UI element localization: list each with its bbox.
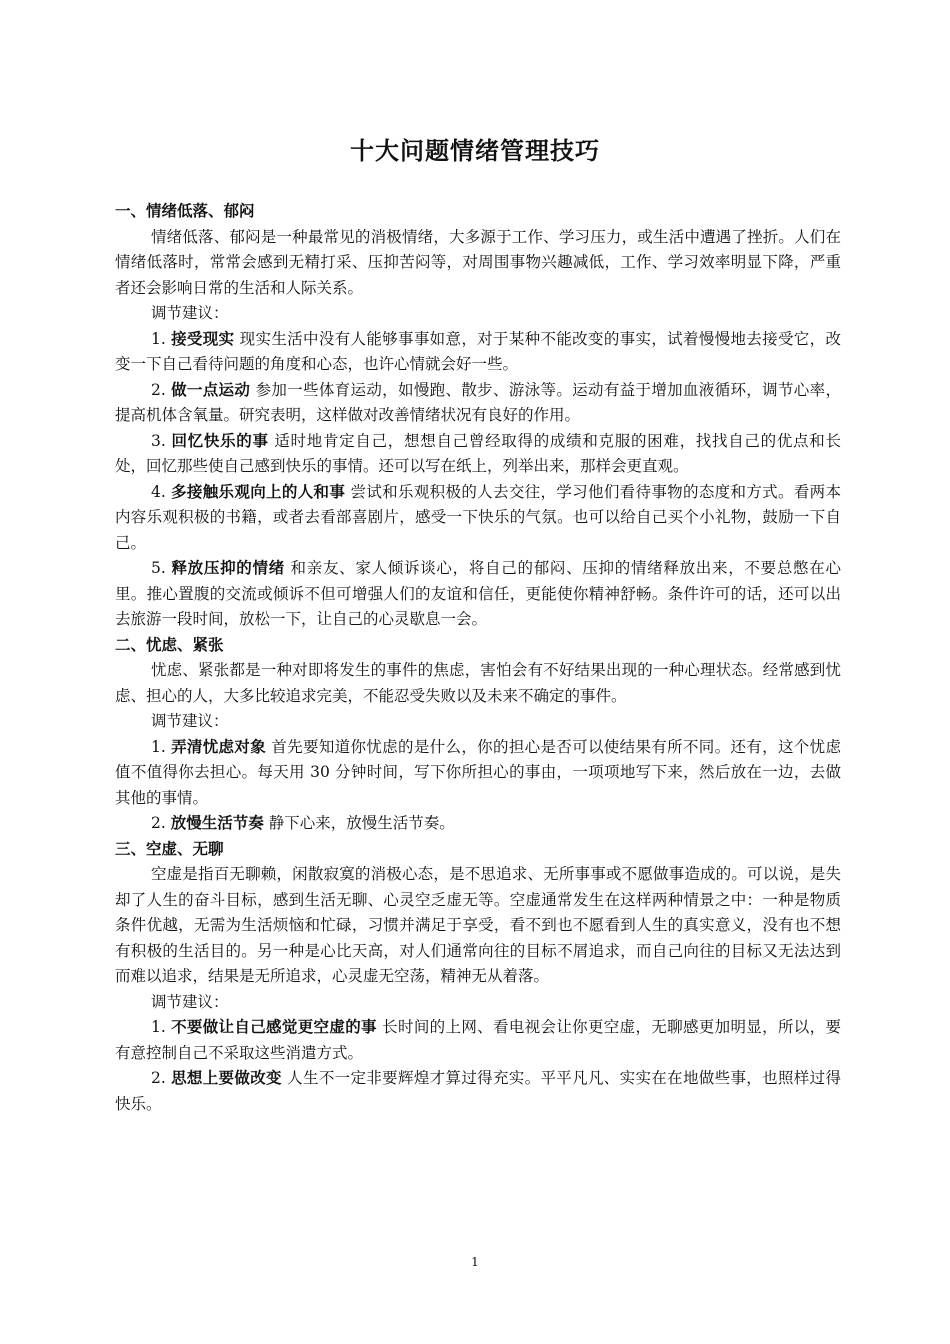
item-text: 参加一些体育运动，如慢跑、散步、游泳等。运动有益于增加血液循环，调节心率，提高机体含氧量。研究表明，这样做对改善情绪状况有良好的作用。 [115, 380, 841, 424]
item-text: 人生不一定非要辉煌才算过得充实。平平凡凡、实实在在地做些事，也照样过得快乐。 [115, 1069, 841, 1113]
section-intro: 忧虑、紧张都是一种对即将发生的事件的焦虑，害怕会有不好结果出现的一种心理状态。经常感到忧虑、担心的人，大多比较追求完美，不能忍受失败以及未来不确定的事件。 [115, 661, 841, 705]
advice-item [115, 1066, 841, 1117]
advice-item [115, 556, 841, 633]
page-number: 1 [471, 1255, 479, 1269]
section-heading: 一、情绪低落、郁闷 [115, 202, 255, 220]
section-heading: 二、忧虑、紧张 [115, 635, 224, 654]
item-key: 不要做让自己感觉更空虚的事 [171, 1018, 377, 1036]
advice-item [115, 480, 841, 557]
document-title: 十大问题情绪管理技巧 [350, 137, 600, 165]
item-key: 弄清忧虑对象 [171, 737, 267, 756]
item-text: 适时地肯定自己，想想自己曾经取得的成绩和克服的困难，找找自己的优点和长处，回忆那些使自己感到快乐的事情。还可以写在纸上，列举出来，那样会更直观。 [115, 431, 841, 475]
item-key: 释放压抑的情绪 [171, 559, 285, 577]
item-text: 静下心来，放慢生活节奏。 [268, 814, 455, 832]
item-number: 1. [151, 1018, 166, 1036]
item-key: 放慢生活节奏 [170, 814, 264, 832]
item-number: 2. [151, 380, 166, 399]
section-intro: 情绪低落、郁闷是一种最常见的消极情绪，大多源于工作、学习压力，或生活中遭遇了挫折。人们在情绪低落时，常常会感到无精打采、压抑苦闷等，对周围事物兴趣减低，工作、学习效率明显下降，严重者还会影响日常的生活和人际关系。 [115, 227, 841, 297]
advice-label: 调节建议： [151, 712, 229, 730]
item-text: 首先要知道你忧虑的是什么，你的担心是否可以使结果有所不同。还有，这个忧虑值不值得你去担心。每天用 30 分钟时间，写下你所担心的事由，一项项地写下来，然后放在一边，去做其他的事情。 [115, 737, 841, 807]
section-intro: 空虚是指百无聊赖，闲散寂寞的消极心态，是不思追求、无所事事或不愿做事造成的。可以说，是失却了人生的奋斗目标，感到生活无聊、心灵空乏虚无等。空虚通常发生在这样两种情景之中：一种是物质条件优越，无需为生活烦恼和忙碌，习惯并满足于享受，看不到也不愿看到人生的真实意义，没有也不想有积极的生活目的。另一种是心比天高，对人们通常向往的目标不屑追求，而自己向往的目标又无法达到而难以追求，结果是无所追求，心灵虚无空荡，精神无从着落。 [115, 865, 841, 985]
advice-item [115, 811, 841, 837]
item-number: 1. [151, 329, 166, 348]
item-number: 1. [151, 737, 166, 756]
advice-label: 调节建议： [151, 304, 229, 322]
item-text: 和亲友、家人倾诉谈心，将自己的郁闷、压抑的情绪释放出来，不要总憋在心里。推心置腹的交流或倾诉不但可增强人们的友谊和信任，更能使你精神舒畅。条件许可的话，还可以出去旅游一段时间，放松一下，让自己的心灵歇息一会。 [115, 559, 841, 628]
advice-item [115, 378, 841, 429]
item-number: 5. [151, 559, 166, 577]
section-heading: 三、空虚、无聊 [115, 839, 224, 858]
advice-item [115, 1015, 841, 1066]
item-text: 现实生活中没有人能够事事如意，对于某种不能改变的事实，试着慢慢地去接受它，改变一下自己看待问题的角度和心态，也许心情就会好一些。 [115, 329, 841, 373]
item-key: 思想上要做改变 [171, 1069, 282, 1087]
item-key: 做一点运动 [171, 380, 251, 399]
item-text: 尝试和乐观积极的人去交往，学习他们看待事物的态度和方式。看两本内容乐观积极的书籍，或者去看部喜剧片，感受一下快乐的气氛。也可以给自己买个小礼物，鼓励一下自己。 [115, 482, 841, 552]
document-body [115, 199, 841, 1117]
item-key: 多接触乐观向上的人和事 [171, 482, 346, 501]
item-key: 接受现实 [171, 329, 235, 348]
advice-label: 调节建议： [151, 992, 229, 1011]
advice-item [115, 735, 841, 812]
item-number: 3. [151, 431, 166, 450]
item-number: 2. [151, 814, 166, 832]
advice-item [115, 429, 841, 480]
advice-item [115, 327, 841, 378]
item-number: 2. [151, 1069, 166, 1087]
item-number: 4. [151, 482, 166, 501]
item-text: 长时间的上网、看电视会让你更空虚，无聊感更加明显，所以，要有意控制自己不采取这些消遣方式。 [115, 1018, 841, 1062]
item-key: 回忆快乐的事 [171, 431, 269, 450]
